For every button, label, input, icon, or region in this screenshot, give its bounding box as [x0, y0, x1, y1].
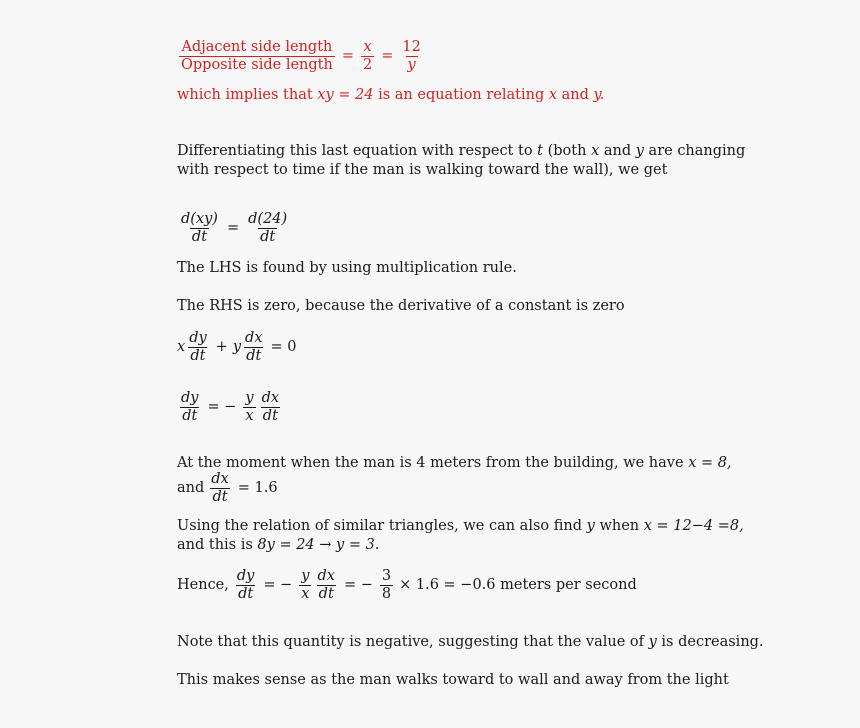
negative-note: Note that this quantity is negative, suggesting that the value of y is decreasing.: [177, 634, 764, 650]
ratio-equation: $\frac{\text{Adjacent side length}}{\text{Opposite side length}}$ = $\frac{x}{2}$ = $\frac{12}{y}$: [181, 39, 421, 73]
differentiating-paragraph: Differentiating this last equation with respect to t (both x and y are changing with respect to time if the man is walking toward the wall), we get: [177, 143, 746, 178]
hence-equation: Hence, $\frac{dy}{dt}$ = − $\frac{y}{x}$ $\frac{dx}{dt}$ = − $\frac{3}{8}$ × 1.6 = −0.6 meters per second: [177, 568, 637, 602]
derivative-equation: $\frac{d(xy)}{dt}$ = $\frac{d(24)}{dt}$: [181, 211, 288, 245]
similar-triangles-paragraph: Using the relation of similar triangles, we can also find y when x = 12−4 =8, and this is 8y = 24 → y = 3.: [177, 518, 744, 553]
adjacent-label: Adjacent side length: [181, 39, 333, 55]
12-over-y-fraction: $\frac{12}{y}$: [402, 39, 421, 73]
product-rule-equation: x $\frac{dy}{dt}$ + y $\frac{dx}{dt}$ = 0: [177, 330, 297, 364]
implies-line: which implies that xy = 24 is an equation relating x and y.: [177, 87, 605, 103]
side-ratio-fraction: [179, 39, 335, 74]
lhs-note: The LHS is found by using multiplication rule.: [177, 260, 517, 276]
opposite-label: Opposite side length: [181, 57, 333, 73]
rhs-note: The RHS is zero, because the derivative of a constant is zero: [177, 298, 625, 314]
dy-dt-equation: $\frac{dy}{dt}$ = − $\frac{y}{x}$ $\frac{dx}{dt}$: [181, 390, 280, 424]
makes-sense-note: This makes sense as the man walks toward to wall and away from the light: [177, 672, 729, 688]
x-over-2-fraction: $\frac{x}{2}$: [363, 39, 373, 73]
moment-paragraph: At the moment when the man is 4 meters from the building, we have x = 8, and $\frac{dx}{dt}$ = 1.6: [177, 455, 732, 505]
